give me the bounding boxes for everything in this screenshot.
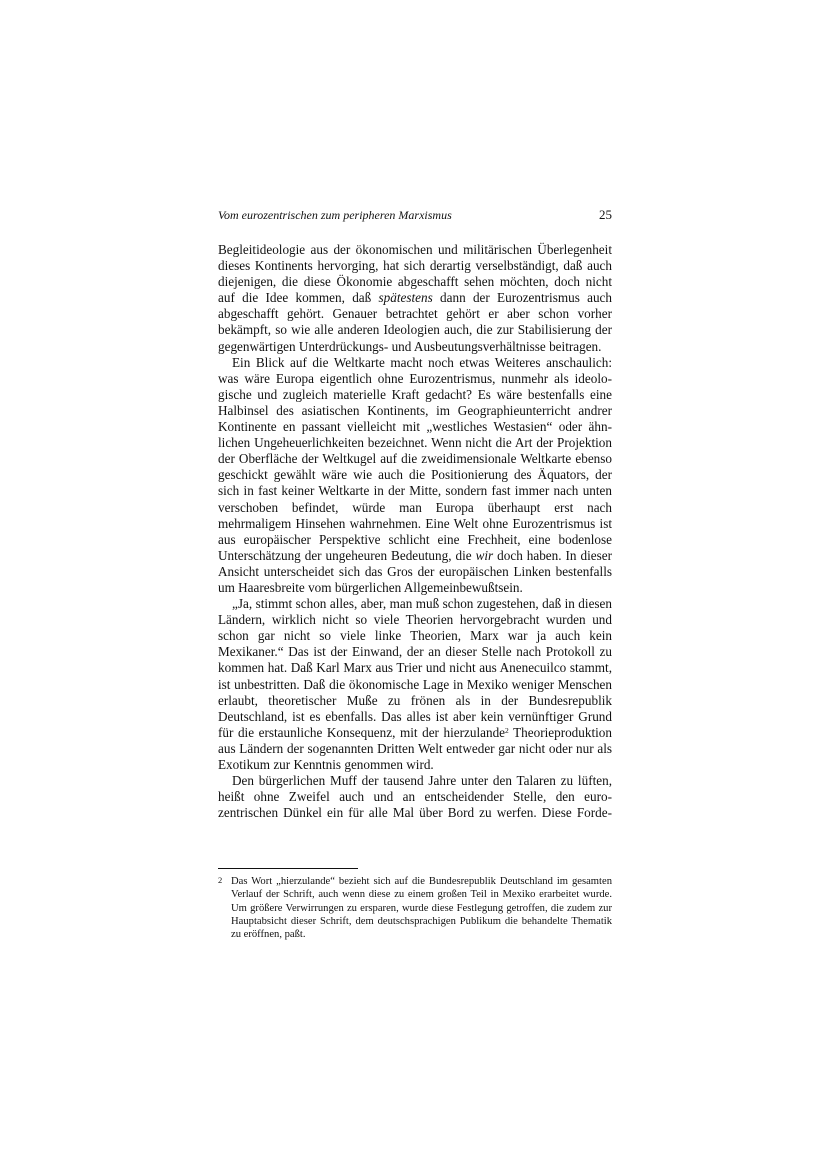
paragraph: Begleitideologie aus der ökonomischen und militärischen Überlegenheit dieses Kontinents hervorging, hat sich derartig verselbständigt, daß auch diejenigen, die diese Ökonomie abgeschafft sehen möchten, doch nicht auf die Idee kommen, daß spätestens dann der Eurozentrismus auch abgeschafft gehört. Genauer betrachtet gehört er aber schon vorher bekämpft, so wie alle anderen Ideologien auch, die zur Stabilisierung der gegenwärtigen Unterdrückungs- und Ausbeutungsverhältnisse beitragen.: [218, 242, 612, 354]
footnote-text: Das Wort „hierzulande“ bezieht sich auf die Bundesrepublik Deutschland im gesamten Verlauf der Schrift, auch wenn diese zu einem großen Teil in Mexiko erarbeitet wurde. Um größere Verwirrungen zu ersparen, wurde diese Festlegung getroffen, die zudem zur Hauptabsicht dieser Schrift, dem deutschsprachigen Publikum die behandelte Thematik zu eröffnen, paßt.: [231, 876, 612, 941]
emphasis: wir: [475, 547, 494, 563]
emphasis: spätestens: [378, 290, 433, 306]
paragraph: „Ja, stimmt schon alles, aber, man muß schon zugestehen, daß in diesen Ländern, wirklich nicht so viele Theorien hervorgebracht wurden und schon gar nicht so viele linke Theorien, Marx war ja auch kein Mexikaner.“ Das ist der Einwand, der an dieser Stelle nach Protokoll zu kommen hat. Daß Karl Marx aus Trier und nicht aus Anenecuilco stammt, ist unbestritten. Daß die ökonomische Lage in Mexiko weniger Menschen erlaubt, theoretischer Muße zu frönen als in der Bundesrepublik Deutschland, ist es ebenfalls. Das alles ist aber kein vernünftiger Grund für die erstaunliche Konsequenz, mit der hierzulande$^2$ Theorieproduktion aus Ländern der sogenannten Dritten Welt entweder gar nicht oder nur als Exotikum zur Kenntnis genommen wird.: [218, 596, 612, 772]
footnote-reference: 2: [505, 725, 509, 735]
paragraph: Ein Blick auf die Weltkarte macht noch etwas Weiteres anschaulich: was wäre Europa eigentlich ohne Eurozentrismus, nunmehr als ideologische und zugleich materielle Kraft gedacht? Es wäre bestenfalls eine Halbinsel des asiatischen Kontinents, im Geographieunterricht andrer Kontinente en passant vielleicht mit „westliches Westasien“ oder ähnlichen Ungeheuerlichkeiten bezeichnet. Wenn nicht die Art der Projektion der Oberfläche der Weltkugel auf die zweidimensionale Weltkarte ebenso geschickt gewählt wäre wie auch die Positionierung des Äquators, der sich in fast keiner Weltkarte in der Mitte, sondern fast immer nach unten verschoben befindet, würde man Europa überhaupt erst nach mehrmaligem Hinsehen wahrnehmen. Eine Welt ohne Eurozentrismus ist aus europäischer Perspektive schlicht eine Frechheit, eine bodenlose Unterschätzung der ungeheuren Bedeutung, die wir doch haben. In dieser Ansicht unterscheidet sich das Gros der europäischen Linken bestenfalls um Haaresbreite vom bürgerlichen Allgemeinbewußtsein.: [218, 354, 612, 595]
running-title: Vom eurozentrischen zum peripheren Marxismus: [218, 208, 452, 222]
main-text: [218, 242, 612, 821]
paragraph: Den bürgerlichen Muff der tausend Jahre unter den Talaren zu lüften, heißt ohne Zweifel auch und an entscheidender Stelle, den eurozentrischen Dünkel ein für alle Mal über Bord zu werfen. Diese Forde-: [218, 773, 612, 821]
running-header: [218, 207, 612, 223]
footnote-divider: [218, 868, 358, 869]
footnote-number: 2: [218, 875, 223, 885]
footnote: [218, 875, 612, 941]
page-number: 25: [599, 207, 612, 222]
